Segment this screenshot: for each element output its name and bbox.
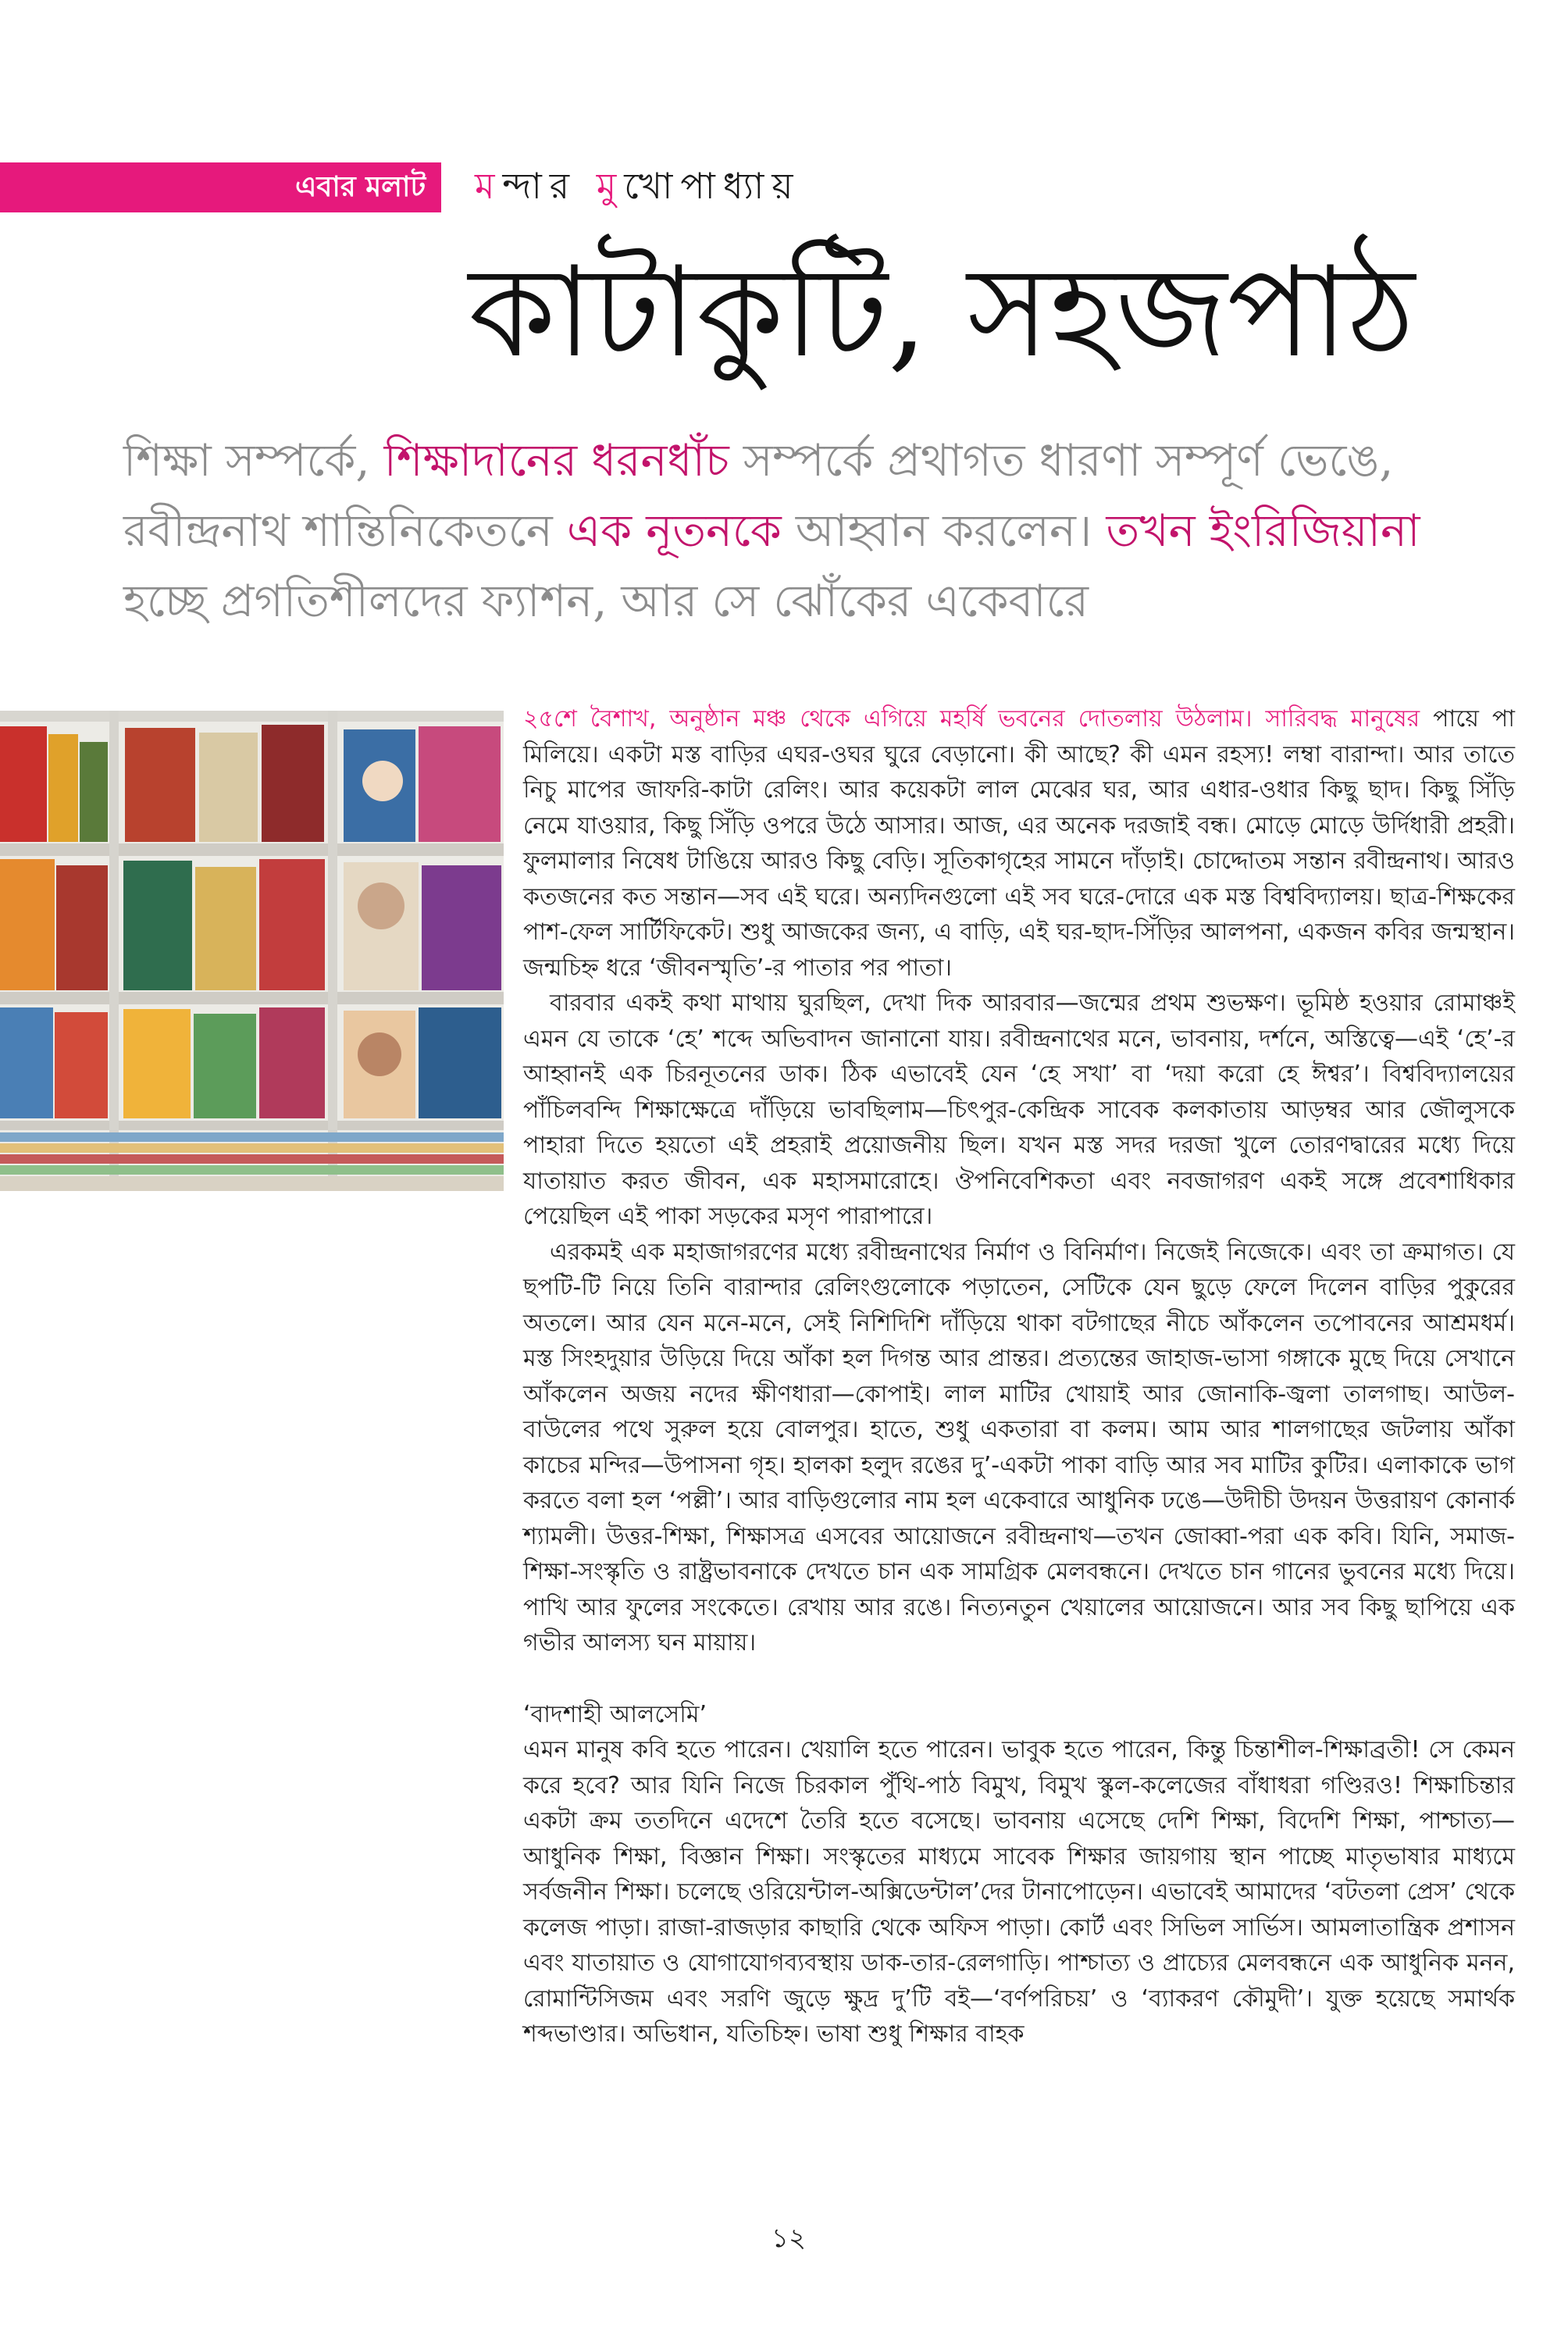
article-title: কাটাকুটি, সহজপাঠ: [469, 239, 1415, 385]
lead-line: ২৫শে বৈশাখ, অনুষ্ঠান মঞ্চ থেকে এগিয়ে মহর্ষি ভবনের দোতলায় উঠলাম। সারিবদ্ধ মানুষের: [523, 705, 1420, 733]
article-paragraph: [523, 701, 1515, 986]
paragraph-text: পায়ে পা মিলিয়ে। একটা মস্ত বাড়ির এঘর-ওঘর ঘুরে বেড়ানো। কী আছে? কী এমন রহস্য! লম্বা বারান্দা। আর তাতে নিচু মাপের জাফরি-কাটা রেলিং। আর কয়েকটা লাল মেঝের ঘর, আর এধার-ওধার কিছু ছাদ। কিছু সিঁড়ি নেমে যাওয়ার, কিছু সিঁড়ি ওপরে উঠে আসার। আজ, এর অনেক দরজাই বন্ধ। মোড়ে মোড়ে উর্দিধারী প্রহরী। ফুলমালার নিষেধ টাঙিয়ে আরও কিছু বেড়ি। সূতিকাগৃহের সামনে দাঁড়াই। চোদ্দোতম সন্তান রবীন্দ্রনাথ। আরও কতজনের কত সন্তান—সব এই ঘরে। অন্যদিনগুলো এই সব ঘরে-দোরে এক মস্ত বিশ্ববিদ্যালয়। ছাত্র-শিক্ষকের পাশ-ফেল সার্টিফিকেট। শুধু আজকের জন্য, এ বাড়ি, এই ঘর-ছাদ-সিঁড়ির আলপনা, একজন কবির জন্মস্থান। জন্মচিহ্ন ধরে ‘জীবনস্মৃতি’-র পাতার পর পাতা।: [523, 705, 1515, 982]
page-number: ১২: [771, 2223, 807, 2254]
intro-highlight: শিক্ষাদানের ধরনধাঁচ: [383, 435, 729, 487]
article-paragraph: এমন মানুষ কবি হতে পারেন। খেয়ালি হতে পারেন। ভাবুক হতে পারেন, কিন্তু চিন্তাশীল-শিক্ষাব্রতী! সে কেমন করে হবে? আর যিনি নিজে চিরকাল পুঁথি-পাঠ বিমুখ, বিমুখ স্কুল-কলেজের বাঁধাধরা গণ্ডিরও! শিক্ষাচিন্তার একটা ক্রম ততদিনে এদেশে তৈরি হতে বসেছে। ভাবনায় এসেছে দেশি শিক্ষা, বিদেশি শিক্ষা, পাশ্চাত্য—আধুনিক শিক্ষা, বিজ্ঞান শিক্ষা। সংস্কৃতের মাধ্যমে সাবেক শিক্ষার জায়গায় স্থান পাচ্ছে মাতৃভাষার মাধ্যমে সর্বজনীন শিক্ষা। চলেছে ওরিয়েন্টাল-অক্সিডেন্টাল’দের টানাপোড়েন। এভাবেই আমাদের ‘বটতলা প্রেস’ থেকে কলেজ পাড়া। রাজা-রাজড়ার কাছারি থেকে অফিস পাড়া। কোর্ট এবং সিভিল সার্ভিস। আমলাতান্ত্রিক প্রশাসন এবং যাতায়াত ও যোগাযোগব্যবস্থায় ডাক-তার-রেলগাড়ি। পাশ্চাত্য ও প্রাচ্যের মেলবন্ধনে এক আধুনিক মনন, রোমান্টিসিজম এবং সরণি জুড়ে ক্ষুদ্র দু’টি বই—‘বর্ণপরিচয়’ ও ‘ব্যাকরণ কৌমুদী’। যুক্ত হয়েছে সমার্থক শব্দভাণ্ডার। অভিধান, যতিচিহ্ন। ভাষা শুধু শিক্ষার বাহক: [523, 1736, 1515, 2048]
intro-highlight: তখন ইংরিজিয়ানা: [1106, 505, 1420, 557]
author-last-name: খোপাধ্যায়: [624, 165, 801, 207]
article-paragraph: এরকমই এক মহাজাগরণের মধ্যে রবীন্দ্রনাথের নির্মাণ ও বিনির্মাণ। নিজেই নিজেকে। এবং তা ক্রমাগত। যে ছপটি-টি নিয়ে তিনি বারান্দার রেলিংগুলোকে পড়াতেন, সেটিকে যেন ছুড়ে ফেলে দিলেন বাড়ির পুকুরের অতলে। আর যেন মনে-মনে, সেই নিশিদিশি দাঁড়িয়ে থাকা বটগাছের নীচে আঁকলেন তপোবনের আশ্রমধর্ম। মস্ত সিংহদুয়ার উড়িয়ে দিয়ে আঁকা হল দিগন্ত আর প্রান্তর। প্রত্যন্তের জাহাজ-ভাসা গঙ্গাকে মুছে দিয়ে সেখানে আঁকলেন অজয় নদের ক্ষীণধারা—কোপাই। লাল মাটির খোয়াই আর জোনাকি-জ্বলা তালগাছ। আউল-বাউলের পথে সুরুল হয়ে বোলপুর। হাতে, শুধু একতারা বা কলম। আম আর শালগাছের জটলায় আঁকা কাচের মন্দির—উপাসনা গৃহ। হালকা হলুদ রঙের দু’-একটা পাকা বাড়ি আর সব মাটির কুটির। এলাকাকে ভাগ করতে বলা হল ‘পল্লী’। আর বাড়িগুলোর নাম হল একেবারে আধুনিক ঢঙে—উদীচী উদয়ন উত্তরায়ণ কোনার্ক শ্যামলী। উত্তর-শিক্ষা, শিক্ষাসত্র এসবের আয়োজনে রবীন্দ্রনাথ—তখন জোব্বা-পরা এক কবি। যিনি, সমাজ-শিক্ষা-সংস্কৃতি ও রাষ্ট্রভাবনাকে দেখতে চান এক সামগ্রিক মেলবন্ধনে। দেখতে চান গানের ভুবনের মধ্যে দিয়ে। পাখি আর ফুলের সংকেতে। রেখায় আর রঙে। নিত্যনতুন খেয়ালের আয়োজনে। আর সব কিছু ছাপিয়ে এক গভীর আলস্য ঘন মায়ায়।: [523, 1238, 1515, 1656]
author-initial: মু: [596, 165, 625, 207]
bookshelf-image: [0, 711, 504, 1191]
intro-text: হচ্ছে প্রগতিশীলদের ফ্যাশন, আর সে ঝোঁকের একেবারে: [123, 576, 1089, 627]
author-first-name: ন্দার: [502, 165, 578, 207]
intro-standfirst: [123, 426, 1451, 637]
intro-text: আহ্বান করলেন।: [781, 505, 1107, 557]
article-paragraph: বারবার একই কথা মাথায় ঘুরছিল, দেখা দিক আরবার—জন্মের প্রথম শুভক্ষণ। ভূমিষ্ঠ হওয়ার রোমাঞ্চই এমন যে তাকে ‘হে’ শব্দে অভিবাদন জানানো যায়। রবীন্দ্রনাথের মনে, ভাবনায়, দর্শনে, অস্তিত্বে—এই ‘হে’-র আহ্বানই এক চিরনূতনের ডাক। ঠিক এভাবেই যেন ‘হে সখা’ বা ‘দয়া করো হে ঈশ্বর’। বিশ্ববিদ্যালয়ের পাঁচিলবন্দি শিক্ষাক্ষেত্রে দাঁড়িয়ে ভাবছিলাম—চিৎপুর-কেন্দ্রিক সাবেক কলকাতায় আড়ম্বর আর জৌলুসকে পাহারা দিতে হয়তো এই প্রহরাই প্রয়োজনীয় ছিল। যখন মস্ত সদর দরজা খুলে তোরণদ্বারের মধ্যে দিয়ে যাতায়াত করত জীবন, এক মহাসমারোহে। ঔপনিবেশিকতা এবং নবজাগরণ একই সঙ্গে প্রবেশাধিকার পেয়েছিল এই পাকা সড়কের মসৃণ পারাপারে।: [523, 990, 1515, 1230]
section-tag: এবার মলাট: [295, 171, 426, 203]
intro-text: সম্পর্কে প্রথাগত ধারণা সম্পূর্ণ ভেঙে, রবীন্দ্রনাথ শান্তিনিকেতনে: [123, 435, 1394, 557]
bookshelf-photo: [0, 711, 504, 1191]
author-initial: ম: [475, 165, 503, 207]
article-body: [523, 701, 1515, 2052]
author-byline: [475, 161, 800, 211]
intro-text: শিক্ষা সম্পর্কে,: [123, 435, 384, 487]
intro-highlight: এক নূতনকে: [566, 505, 782, 557]
section-subheading: ‘বাদশাহী আলসেমি’: [523, 1700, 707, 1728]
